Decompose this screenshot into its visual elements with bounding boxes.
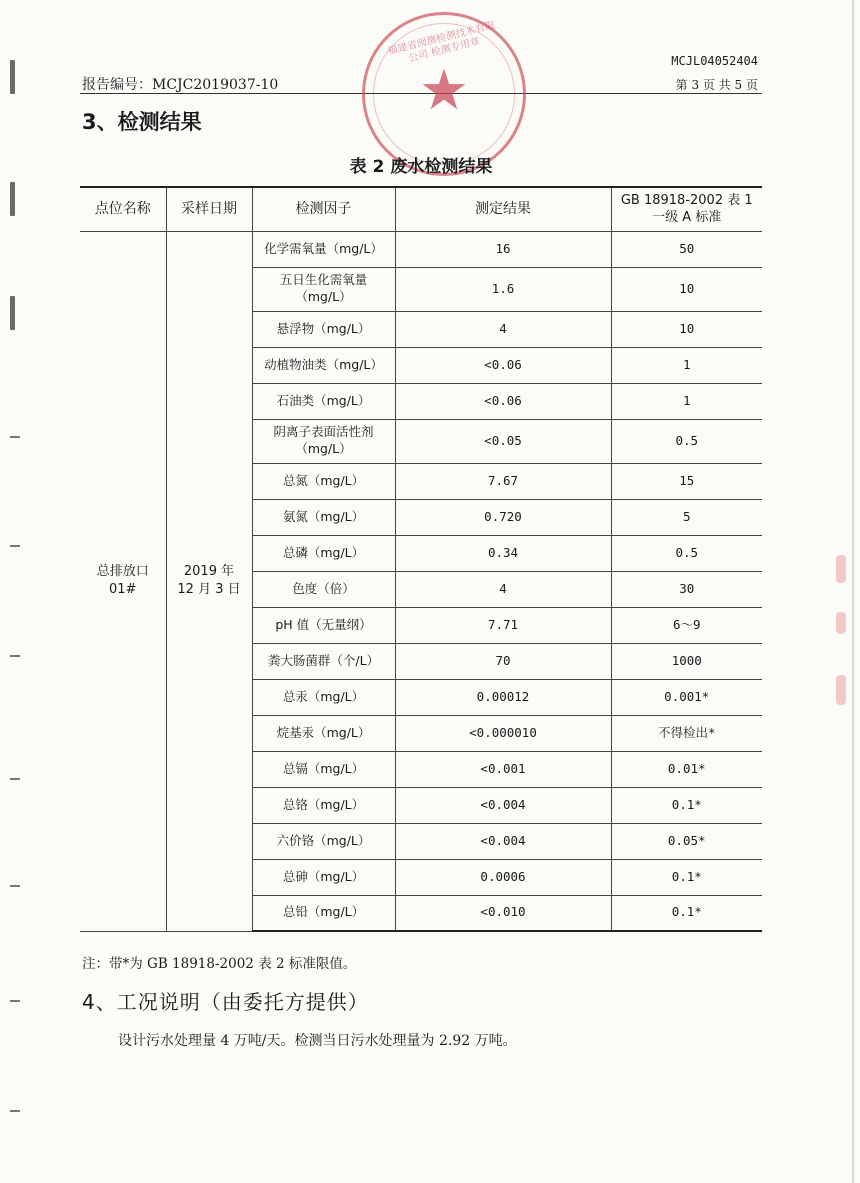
result-cell: <0.06 xyxy=(395,383,611,419)
date-cell: 2019 年 12 月 3 日 xyxy=(166,231,252,931)
factor-cell: 石油类（mg/L） xyxy=(252,383,395,419)
result-cell: 0.0006 xyxy=(395,859,611,895)
result-cell: 70 xyxy=(395,643,611,679)
binder-mark xyxy=(10,296,15,330)
result-cell: 0.00012 xyxy=(395,679,611,715)
standard-cell: 50 xyxy=(611,231,762,267)
standard-cell: 不得检出* xyxy=(611,715,762,751)
factor-cell: 动植物油类（mg/L） xyxy=(252,347,395,383)
standard-cell: 1000 xyxy=(611,643,762,679)
binder-tick xyxy=(10,885,20,887)
standard-cell: 1 xyxy=(611,383,762,419)
section-title: 3、检测结果 xyxy=(82,110,202,134)
standard-cell: 0.5 xyxy=(611,419,762,463)
binder-tick xyxy=(10,1110,20,1112)
binder-tick xyxy=(10,655,20,657)
factor-cell: 粪大肠菌群（个/L） xyxy=(252,643,395,679)
result-cell: 7.71 xyxy=(395,607,611,643)
page-info: 第 3 页 共 5 页 xyxy=(675,78,758,92)
page-edge xyxy=(852,0,854,1183)
result-cell: <0.010 xyxy=(395,895,611,931)
factor-cell: 五日生化需氧量 （mg/L） xyxy=(252,267,395,311)
binder-tick xyxy=(10,778,20,780)
header-date: 采样日期 xyxy=(166,187,252,231)
binder-tick xyxy=(10,1000,20,1002)
factor-cell: 氨氮（mg/L） xyxy=(252,499,395,535)
standard-cell: 0.05* xyxy=(611,823,762,859)
binder-mark xyxy=(10,60,15,94)
result-cell: <0.06 xyxy=(395,347,611,383)
binder-tick xyxy=(10,545,20,547)
result-cell: <0.004 xyxy=(395,787,611,823)
seal-edge-mark xyxy=(836,555,846,583)
table-header-row xyxy=(80,187,762,231)
header-standard: GB 18918-2002 表 1 一级 A 标准 xyxy=(611,187,762,231)
factor-cell: 总镉（mg/L） xyxy=(252,751,395,787)
factor-cell: 总磷（mg/L） xyxy=(252,535,395,571)
result-cell: 7.67 xyxy=(395,463,611,499)
seal-text: 福建省闽测检测技术有限公司 检测专用章 xyxy=(386,20,497,65)
factor-cell: 总汞（mg/L） xyxy=(252,679,395,715)
factor-cell: 色度（倍） xyxy=(252,571,395,607)
factor-cell: 总铅（mg/L） xyxy=(252,895,395,931)
result-cell: 4 xyxy=(395,571,611,607)
binder-mark xyxy=(10,182,15,216)
site-cell: 总排放口 01# xyxy=(80,231,166,931)
result-cell: 0.34 xyxy=(395,535,611,571)
document-code: MCJL04052404 xyxy=(671,54,758,68)
standard-cell: 0.001* xyxy=(611,679,762,715)
standard-cell: 10 xyxy=(611,267,762,311)
factor-cell: 总铬（mg/L） xyxy=(252,787,395,823)
factor-cell: 悬浮物（mg/L） xyxy=(252,311,395,347)
table-title: 表 2 废水检测结果 xyxy=(349,157,493,177)
results-table xyxy=(80,186,762,932)
report-number: 报告编号：MCJC2019037-10 xyxy=(82,77,279,93)
section-title: 4、工况说明（由委托方提供） xyxy=(82,990,369,1014)
seal-edge-mark xyxy=(836,675,846,705)
standard-cell: 0.01* xyxy=(611,751,762,787)
factor-cell: 阴离子表面活性剂 （mg/L） xyxy=(252,419,395,463)
standard-cell: 10 xyxy=(611,311,762,347)
result-cell: <0.004 xyxy=(395,823,611,859)
header-result: 测定结果 xyxy=(395,187,611,231)
standard-cell: 1 xyxy=(611,347,762,383)
standard-cell: 6～9 xyxy=(611,607,762,643)
factor-cell: pH 值（无量纲） xyxy=(252,607,395,643)
table-row xyxy=(80,231,762,267)
factor-cell: 六价铬（mg/L） xyxy=(252,823,395,859)
header-factor: 检测因子 xyxy=(252,187,395,231)
result-cell: <0.001 xyxy=(395,751,611,787)
factor-cell: 烷基汞（mg/L） xyxy=(252,715,395,751)
factor-cell: 化学需氧量（mg/L） xyxy=(252,231,395,267)
result-cell: <0.05 xyxy=(395,419,611,463)
standard-cell: 5 xyxy=(611,499,762,535)
seal-edge-mark xyxy=(836,612,846,634)
result-cell: 16 xyxy=(395,231,611,267)
binder-tick xyxy=(10,436,20,438)
standard-cell: 0.1* xyxy=(611,787,762,823)
standard-cell: 0.1* xyxy=(611,859,762,895)
star-icon: ★ xyxy=(418,58,470,123)
section-paragraph: 设计污水处理量 4 万吨/天。检测当日污水处理量为 2.92 万吨。 xyxy=(118,1033,517,1049)
result-cell: 4 xyxy=(395,311,611,347)
standard-cell: 15 xyxy=(611,463,762,499)
table-note: 注：带*为 GB 18918-2002 表 2 标准限值。 xyxy=(82,956,357,972)
header-site: 点位名称 xyxy=(80,187,166,231)
standard-cell: 0.1* xyxy=(611,895,762,931)
table-body xyxy=(80,231,762,931)
result-cell: 0.720 xyxy=(395,499,611,535)
standard-cell: 30 xyxy=(611,571,762,607)
result-cell: 1.6 xyxy=(395,267,611,311)
result-cell: <0.000010 xyxy=(395,715,611,751)
standard-cell: 0.5 xyxy=(611,535,762,571)
factor-cell: 总砷（mg/L） xyxy=(252,859,395,895)
factor-cell: 总氮（mg/L） xyxy=(252,463,395,499)
